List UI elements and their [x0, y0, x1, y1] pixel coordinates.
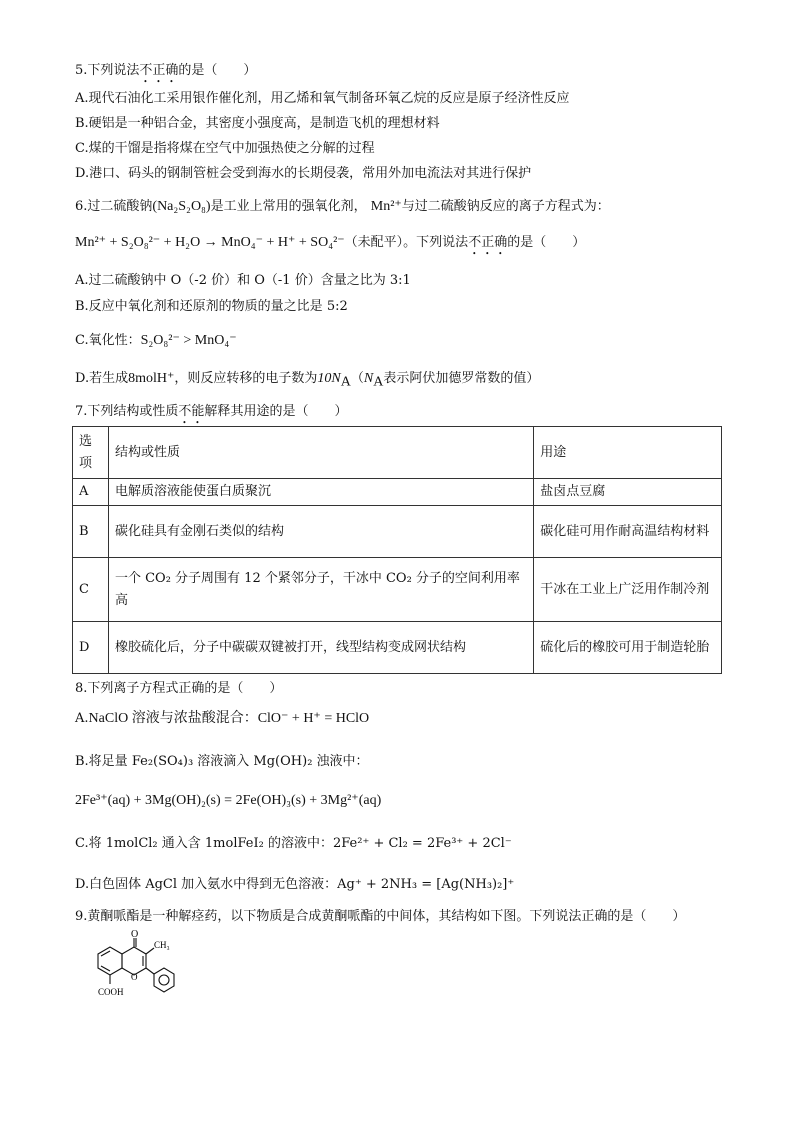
header-use: 用途	[534, 427, 722, 479]
q7-table	[72, 426, 722, 674]
q5-option-a: A.现代石油化工采用银作催化剂，用乙烯和氧气制备环氧乙烷的反应是原子经济性反应	[75, 91, 570, 106]
header-option: 选项	[73, 427, 109, 479]
q8-option-b: B.将足量 Fe₂(SO₄)₃ 溶液滴入 Mg(OH)₂ 浊液中：	[75, 754, 369, 769]
q6-option-d: D.若生成8molH⁺，则反应转移的电子数为$10N_A(N_A$表示阿伏加德罗常数的值）	[75, 371, 540, 390]
ring-o-label: O	[131, 972, 138, 982]
q6-stem: 6.过二硫酸钠(Na₂S₂O₈)是工业上常用的强氧化剂， Mn²⁺与过二硫酸钠反应的离子方程式为：	[75, 199, 610, 214]
q8-option-b-equation: 2Fe³⁺(aq) + 3Mg(OH)₂(s) = 2Fe(OH)₃(s) + 3Mg²⁺(aq)	[75, 793, 382, 808]
q6-equation-line: Mn²⁺ + S₂O₈²⁻ + H₂O → MnO₄⁻ + H⁺ + SO₄²⁻（未配平）。下列说法不正确的是（ ）	[75, 235, 586, 250]
table-row: B 碳化硅具有金刚石类似的结构 碳化硅可用作耐高温结构材料	[73, 506, 722, 558]
table-header-row	[73, 427, 722, 479]
q8-option-d: D.白色固体 AgCl 加入氨水中得到无色溶液：Ag⁺ + 2NH₃ = [Ag(NH₃)₂]⁺	[75, 877, 515, 892]
header-property: 结构或性质	[108, 427, 533, 479]
molecule-structure	[80, 928, 190, 1008]
q8-option-a: A.NaClO 溶液与浓盐酸混合：ClO⁻ + H⁺ = HClO	[75, 711, 370, 726]
table-row: D 橡胶硫化后，分子中碳碳双键被打开，线型结构变成网状结构 硫化后的橡胶可用于制造轮胎	[73, 622, 722, 674]
q6-option-a: A.过二硫酸钠中 O（-2 价）和 O（-1 价）含量之比为 3:1	[75, 273, 411, 288]
q5-stem: 5.下列说法不正确的是（ ）	[75, 63, 257, 78]
q6-equation: Mn²⁺ + S₂O₈²⁻ + H₂O → MnO₄⁻ + H⁺ + SO₄²⁻	[75, 235, 345, 250]
q7-stem: 7.下列结构或性质不能解释其用途的是（ ）	[75, 404, 348, 419]
q9-stem: 9.黄酮哌酯是一种解痉药，以下物质是合成黄酮哌酯的中间体，其结构如下图。下列说法正确的是（ ）	[75, 909, 686, 924]
q5-option-c: C.煤的干馏是指将煤在空气中加强热使之分解的过程	[75, 141, 375, 156]
q8-stem: 8.下列离子方程式正确的是（ ）	[75, 681, 283, 696]
table-row: C 一个 CO₂ 分子周围有 12 个紧邻分子，干冰中 CO₂ 分子的空间利用率高 干冰在工业上广泛用作制冷剂	[73, 558, 722, 622]
methyl-label: CH₃	[154, 940, 170, 950]
q5-option-d: D.港口、码头的钢制管桩会受到海水的长期侵袭，常用外加电流法对其进行保护	[75, 166, 532, 181]
q5-option-b: B.硬铝是一种铝合金，其密度小强度高，是制造飞机的理想材料	[75, 116, 440, 131]
table-row: A 电解质溶液能使蛋白质聚沉 盐卤点豆腐	[73, 479, 722, 506]
carbonyl-o-label: O	[131, 929, 139, 940]
carboxyl-label: COOH	[98, 987, 124, 997]
q8-option-c: C.将 1molCl₂ 通入含 1molFeI₂ 的溶液中：2Fe²⁺ + Cl₂ = 2Fe³⁺ + 2Cl⁻	[75, 836, 512, 851]
q6-option-b: B.反应中氧化剂和还原剂的物质的量之比是 5:2	[75, 299, 348, 314]
q6-option-c: C.氧化性：S₂O₈²⁻ > MnO₄⁻	[75, 333, 237, 348]
